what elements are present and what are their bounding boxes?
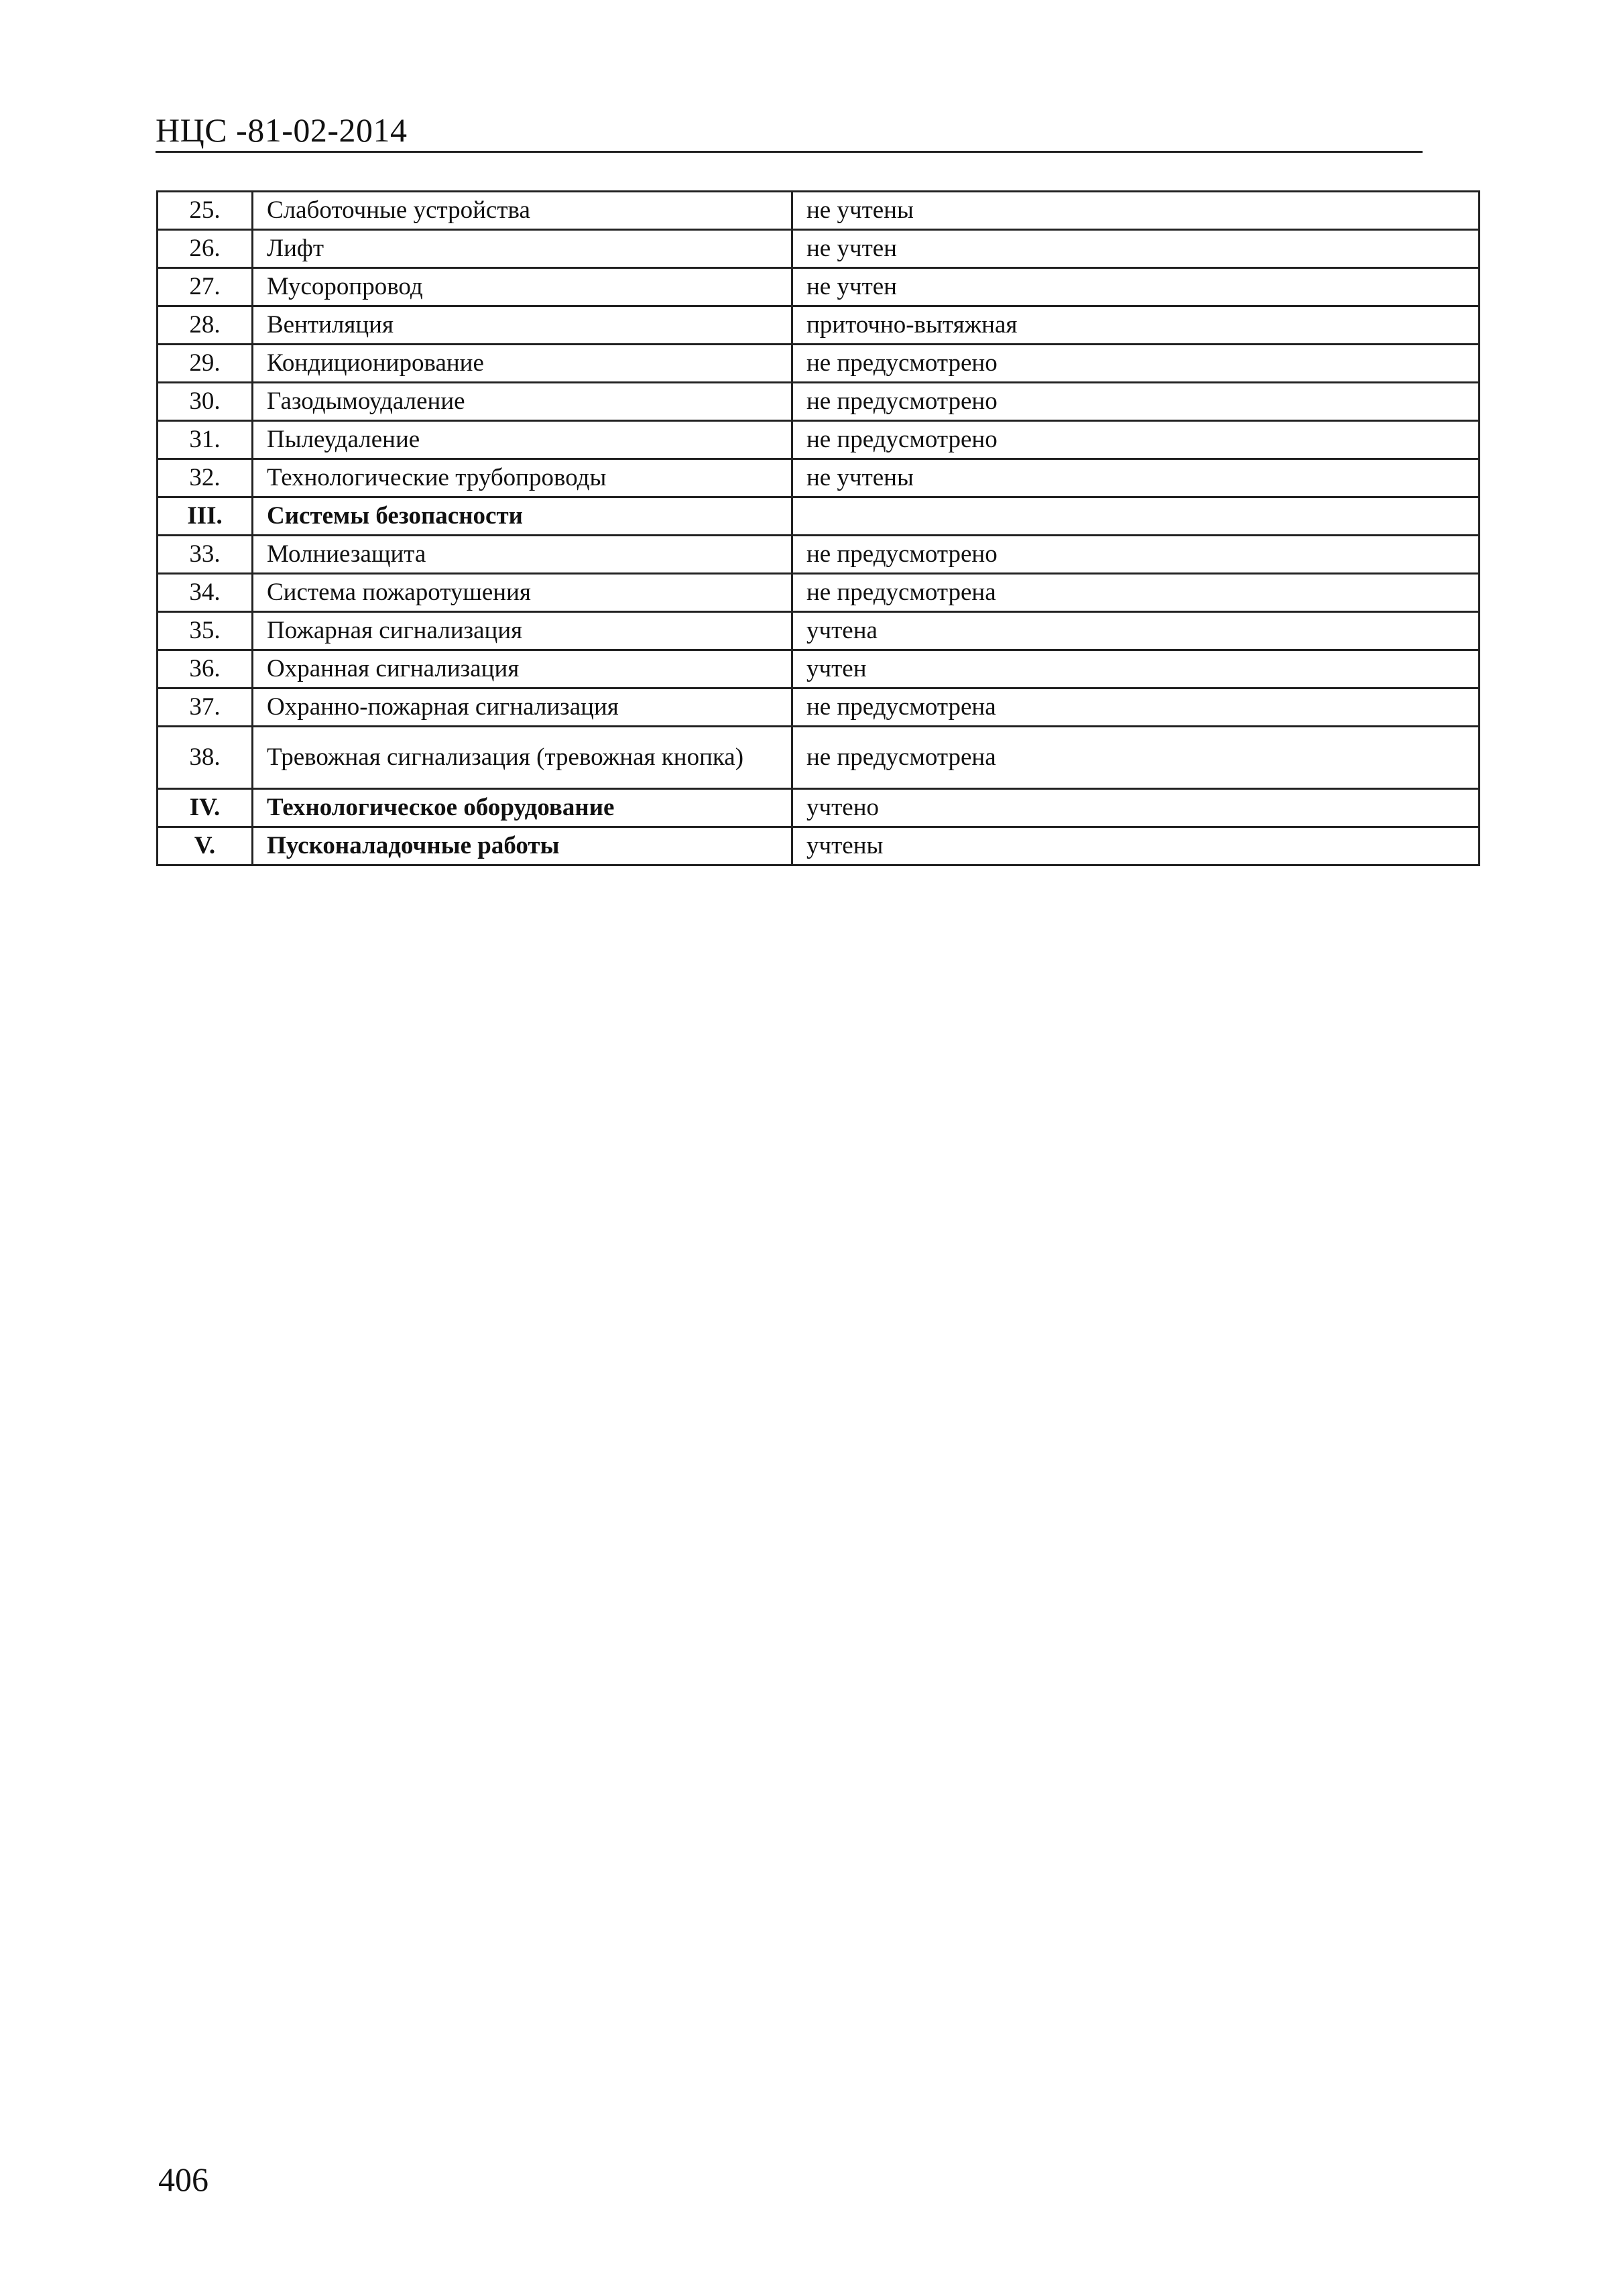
row-name: Система пожаротушения	[253, 574, 792, 612]
row-number: 25.	[158, 192, 253, 230]
row-value: не предусмотрена	[792, 574, 1480, 612]
row-name: Тревожная сигнализация (тревожная кнопка)	[253, 727, 792, 789]
row-value: не предусмотрено	[792, 421, 1480, 459]
row-number: 28.	[158, 306, 253, 345]
section-header-row	[158, 497, 1480, 536]
row-name: Газодымоудаление	[253, 383, 792, 421]
row-name: Слаботочные устройства	[253, 192, 792, 230]
section-number: V.	[158, 827, 253, 865]
table-row	[158, 345, 1480, 383]
row-value	[792, 497, 1480, 536]
section-header-row	[158, 789, 1480, 827]
row-value: приточно-вытяжная	[792, 306, 1480, 345]
section-number: III.	[158, 497, 253, 536]
row-value: не предусмотрено	[792, 383, 1480, 421]
table-row	[158, 306, 1480, 345]
row-name: Пожарная сигнализация	[253, 612, 792, 650]
table-row	[158, 268, 1480, 306]
row-number: 26.	[158, 230, 253, 268]
row-number: 35.	[158, 612, 253, 650]
table-row	[158, 421, 1480, 459]
section-title: Системы безопасности	[253, 497, 792, 536]
row-number: 31.	[158, 421, 253, 459]
row-value: учтена	[792, 612, 1480, 650]
row-number: 29.	[158, 345, 253, 383]
row-number: 33.	[158, 536, 253, 574]
table-row	[158, 727, 1480, 789]
table-row	[158, 230, 1480, 268]
row-name: Пылеудаление	[253, 421, 792, 459]
table-row	[158, 383, 1480, 421]
header-rule	[156, 151, 1423, 153]
row-value: не учтены	[792, 192, 1480, 230]
row-value: не учтен	[792, 230, 1480, 268]
row-name: Охранно-пожарная сигнализация	[253, 688, 792, 727]
table-row	[158, 688, 1480, 727]
row-name: Кондиционирование	[253, 345, 792, 383]
section-title: Технологическое оборудование	[253, 789, 792, 827]
row-value: учтено	[792, 789, 1480, 827]
section-title: Пусконаладочные работы	[253, 827, 792, 865]
row-value: не учтен	[792, 268, 1480, 306]
row-number: 32.	[158, 459, 253, 497]
row-name: Охранная сигнализация	[253, 650, 792, 688]
table-row	[158, 612, 1480, 650]
table-row	[158, 650, 1480, 688]
table-row	[158, 574, 1480, 612]
row-number: 37.	[158, 688, 253, 727]
row-name: Лифт	[253, 230, 792, 268]
row-value: не предусмотрено	[792, 345, 1480, 383]
document-code-header: НЦС -81-02-2014	[156, 111, 408, 149]
row-number: 30.	[158, 383, 253, 421]
row-value: учтен	[792, 650, 1480, 688]
row-value: не предусмотрено	[792, 536, 1480, 574]
row-name: Мусоропровод	[253, 268, 792, 306]
row-name: Вентиляция	[253, 306, 792, 345]
row-number: 38.	[158, 727, 253, 789]
row-number: 27.	[158, 268, 253, 306]
row-name: Технологические трубопроводы	[253, 459, 792, 497]
table-row	[158, 192, 1480, 230]
section-number: IV.	[158, 789, 253, 827]
section-header-row	[158, 827, 1480, 865]
row-name: Молниезащита	[253, 536, 792, 574]
page-number: 406	[158, 2161, 208, 2198]
row-value: не предусмотрена	[792, 727, 1480, 789]
row-value: учтены	[792, 827, 1480, 865]
row-value: не предусмотрена	[792, 688, 1480, 727]
table-row	[158, 536, 1480, 574]
row-number: 36.	[158, 650, 253, 688]
table-row	[158, 459, 1480, 497]
specification-table	[156, 190, 1480, 866]
row-number: 34.	[158, 574, 253, 612]
row-value: не учтены	[792, 459, 1480, 497]
